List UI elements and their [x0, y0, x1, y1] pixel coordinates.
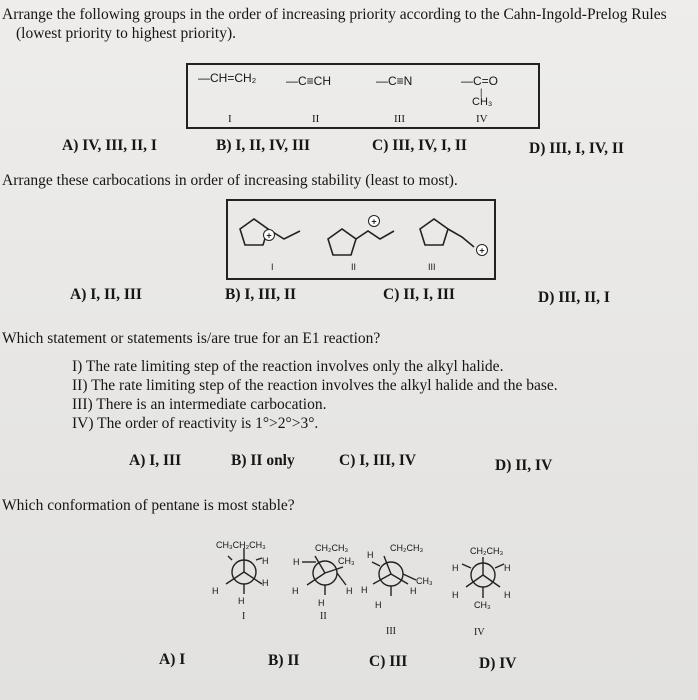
carbocation-label-iii: III: [428, 262, 436, 272]
newman-i-back: H: [262, 556, 269, 566]
newman-ii-top: CH₂CH₃: [315, 543, 349, 553]
newman-i-left: H: [212, 586, 219, 596]
newman-iv-tr: H: [504, 563, 511, 573]
newman-label-ii: II: [320, 611, 327, 622]
newman-iii-top: CH₂CH₃: [390, 543, 424, 553]
newman-iv-bottom: CH₃: [474, 600, 491, 610]
group-label-i: I: [228, 113, 232, 125]
newman-label-i: I: [242, 611, 246, 622]
q2-choice-c[interactable]: C) II, I, III: [383, 286, 455, 303]
newman-iii-tl: H: [367, 550, 374, 560]
q3-choice-b[interactable]: B) II only: [231, 452, 295, 469]
q4-choice-b[interactable]: B) II: [268, 652, 300, 669]
group-ethynyl: —C≡CH: [286, 74, 331, 88]
q1-choice-d[interactable]: D) III, I, IV, II: [529, 140, 624, 157]
group-vinyl: —CH=CH₂: [198, 71, 257, 85]
q1-choice-a[interactable]: A) IV, III, II, I: [62, 137, 157, 154]
svg-text:+: +: [266, 230, 272, 241]
q4-choice-d[interactable]: D) IV: [479, 655, 517, 672]
q2-choice-a[interactable]: A) I, II, III: [70, 286, 142, 303]
newman-label-iv: IV: [474, 627, 485, 638]
newman-iii-bl: H: [361, 585, 368, 595]
group-label-iv: IV: [476, 113, 488, 125]
group-nitrile: —C≡N: [376, 74, 413, 88]
q1-prompt-line2: (lowest priority to highest priority).: [16, 25, 236, 42]
newman-label-iii: III: [386, 626, 396, 637]
q1-prompt-line1: Arrange the following groups in the order of increasing priority according to the Cahn-Ingold-Prelog Rules: [2, 6, 667, 23]
q4-choice-a[interactable]: A) I: [159, 651, 186, 668]
newman-iii-right: CH₃: [416, 576, 433, 586]
newman-iv-top: CH₂CH₃: [470, 546, 504, 556]
q3-statement-iv: IV) The order of reactivity is 1°>2°>3°.: [72, 415, 319, 432]
q3-statement-iii: III) There is an intermediate carbocation.: [72, 396, 327, 413]
group-acetyl-methyl: CH₃: [472, 96, 493, 108]
newman-ii-br: H: [346, 586, 353, 596]
q3-choice-c[interactable]: C) I, III, IV: [339, 452, 417, 469]
q2-choice-d[interactable]: D) III, II, I: [538, 289, 610, 306]
newman-i-bottom: H: [238, 596, 245, 606]
newman-iv-br: H: [504, 590, 511, 600]
group-acetyl-bond: |: [480, 87, 483, 97]
carbocation-label-i: I: [271, 262, 274, 272]
q4-choice-c[interactable]: C) III: [369, 653, 408, 670]
q1-choice-c[interactable]: C) III, IV, I, II: [372, 137, 467, 154]
newman-iii-br: H: [410, 586, 417, 596]
group-acetyl: —C=O: [461, 74, 499, 88]
newman-ii-bl: H: [292, 586, 299, 596]
newman-iv-bl: H: [452, 590, 459, 600]
newman-ii-bottom: H: [318, 598, 325, 608]
q3-choice-a[interactable]: A) I, III: [129, 452, 182, 469]
q1-choice-b[interactable]: B) I, II, IV, III: [216, 137, 311, 154]
q3-choice-d[interactable]: D) II, IV: [495, 457, 553, 474]
q3-statement-i: I) The rate limiting step of the reaction involves only the alkyl halide.: [72, 358, 504, 375]
q3-prompt: Which statement or statements is/are true for an E1 reaction?: [2, 330, 381, 347]
newman-ii-tr: CH₃: [338, 556, 355, 566]
q4-prompt: Which conformation of pentane is most stable?: [2, 497, 295, 514]
svg-text:+: +: [371, 216, 377, 227]
newman-ii-tl: H: [293, 557, 300, 567]
carbocation-label-ii: II: [351, 262, 357, 272]
q2-prompt: Arrange these carbocations in order of increasing stability (least to most).: [2, 172, 458, 189]
newman-iv-tl: H: [452, 563, 459, 573]
newman-iii-bottom: H: [375, 600, 382, 610]
svg-text:+: +: [479, 245, 485, 256]
q3-statement-ii: II) The rate limiting step of the reaction involves the alkyl halide and the base.: [72, 377, 558, 394]
group-label-iii: III: [394, 113, 405, 125]
newman-i-top: CH₃CH₂CH₃: [216, 540, 266, 550]
newman-i-right: H: [262, 578, 269, 588]
q2-choice-b[interactable]: B) I, III, II: [225, 286, 297, 303]
group-label-ii: II: [312, 113, 320, 125]
